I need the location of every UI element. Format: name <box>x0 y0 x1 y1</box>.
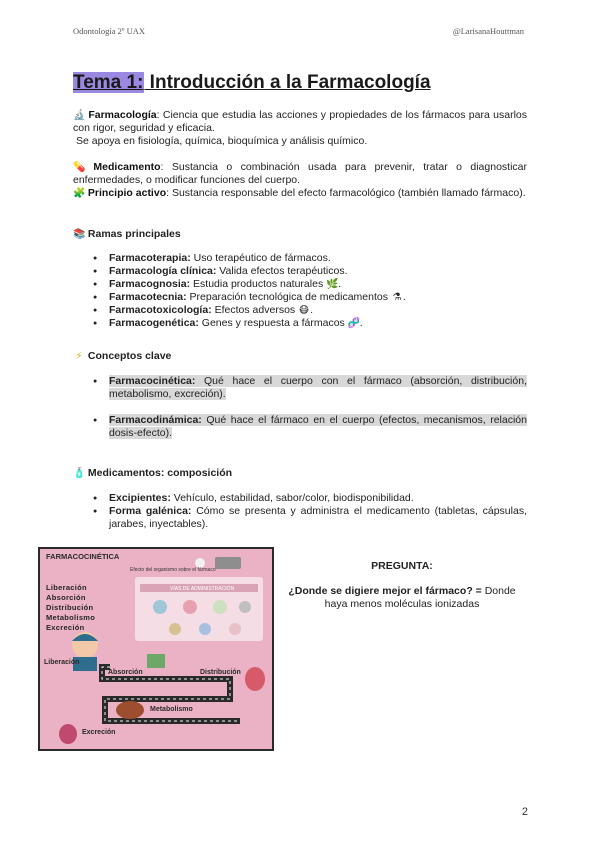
path-excrecion: Excreción <box>82 729 116 736</box>
conceptos-heading: ⚡ Conceptos clave <box>73 350 171 362</box>
page-number: 2 <box>521 806 528 818</box>
list-item: ● Excipientes: Vehículo, estabilidad, sabor/color, biodisponibilidad. <box>93 492 527 505</box>
list-item: ● Farmacotecnia: Preparación tecnológica de medicamentos ⚗ . <box>93 291 527 304</box>
path-absorcion: Absorción <box>108 669 143 676</box>
infographic-vias: VÍAS DE ADMINISTRACIÓN <box>170 586 235 592</box>
header-right: @LarisanaHouttman <box>452 26 524 36</box>
ramas-heading: 📚 Ramas principales <box>73 228 181 240</box>
flask-icon: ⚗ <box>392 292 402 303</box>
medicamento-text: : Sustancia o combinación usada para prevenir, tratar o diagnosticar enfermedades, o modificar funciones del cuerpo. <box>73 161 527 186</box>
pill-icon: 💊 <box>73 162 86 173</box>
ramas-list <box>93 252 527 330</box>
header-left: Odontología 2º UAX <box>73 26 146 36</box>
infographic-subtitle: Efecto del organismo sobre el fármaco <box>130 567 216 573</box>
path-distribucion: Distribución <box>200 669 241 676</box>
question-text <box>280 585 524 611</box>
conceptos-list <box>93 375 527 440</box>
principio-term: Principio activo <box>87 187 167 199</box>
medicamento-term: Medicamento <box>93 161 161 173</box>
list-item: ● Farmacotoxicología: Efectos adversos 😷. <box>93 304 527 317</box>
farmacologia-definition <box>73 109 527 148</box>
medicamento-definition <box>73 161 527 200</box>
question-bold: ¿Donde se digiere mejor el fármaco? = <box>288 585 482 597</box>
infographic-graphics <box>40 549 272 749</box>
list-item: ● Farmacoterapia: Uso terapéutico de fármacos. <box>93 252 527 265</box>
list-item: ● Farmacognosia: Estudia productos naturales 🌿. <box>93 278 527 291</box>
pharmacokinetics-infographic <box>38 547 274 751</box>
microscope-icon: 🔬 <box>73 110 86 121</box>
farmacologia-line2: Se apoya en fisiología, química, bioquímica y análisis químico. <box>76 135 368 147</box>
ladme-list: Liberación Absorción Distribución Metabolismo Excreción <box>46 583 96 632</box>
list-item: ● Farmacogenética: Genes y respuesta a fármacos 🧬. <box>93 317 527 330</box>
list-item: ● Farmacodinámica: Qué hace el fármaco en el cuerpo (efectos, mecanismos, relación dosis-efecto). <box>93 414 527 440</box>
composicion-list <box>93 492 527 531</box>
dna-icon: 🧬 <box>347 318 361 329</box>
path-liberacion: Liberación <box>44 659 80 666</box>
puzzle-icon: 🧩 <box>73 188 86 199</box>
farmacologia-text: : Ciencia que estudia las acciones y propiedades de los fármacos para usarlos con rigor, seguridad y eficacia. <box>73 109 528 134</box>
principio-text: : Sustancia responsable del efecto farmacológico (también llamado fármaco). <box>166 187 526 199</box>
title-rest: Introducción a la Farmacología <box>144 72 431 93</box>
bottle-icon: 🧴 <box>73 468 86 479</box>
list-item: ● Farmacología clínica: Valida efectos terapéuticos. <box>93 265 527 278</box>
path-metabolismo: Metabolismo <box>150 706 193 713</box>
books-icon: 📚 <box>73 229 86 240</box>
lightning-icon: ⚡ <box>75 351 83 362</box>
herb-icon: 🌿 <box>326 279 339 290</box>
farmacologia-term: Farmacología <box>88 109 157 121</box>
question-answer: Donde haya menos moléculas ionizadas <box>324 585 516 610</box>
list-item: ● Forma galénica: Cómo se presenta y administra el medicamento (tabletas, cápsulas, jarabes, inyectables). <box>93 505 527 531</box>
title-highlight: Tema 1: <box>73 72 144 93</box>
page-title <box>73 72 431 94</box>
infographic-title: FARMACOCINÉTICA <box>46 552 120 561</box>
question-title: PREGUNTA: <box>371 560 433 572</box>
list-item: ● Farmacocinética: Qué hace el cuerpo con el fármaco (absorción, distribución, metabolismo, excreción). <box>93 375 527 401</box>
sick-face-icon: 😷 <box>298 305 310 316</box>
composicion-heading: 🧴 Medicamentos: composición <box>73 467 233 479</box>
